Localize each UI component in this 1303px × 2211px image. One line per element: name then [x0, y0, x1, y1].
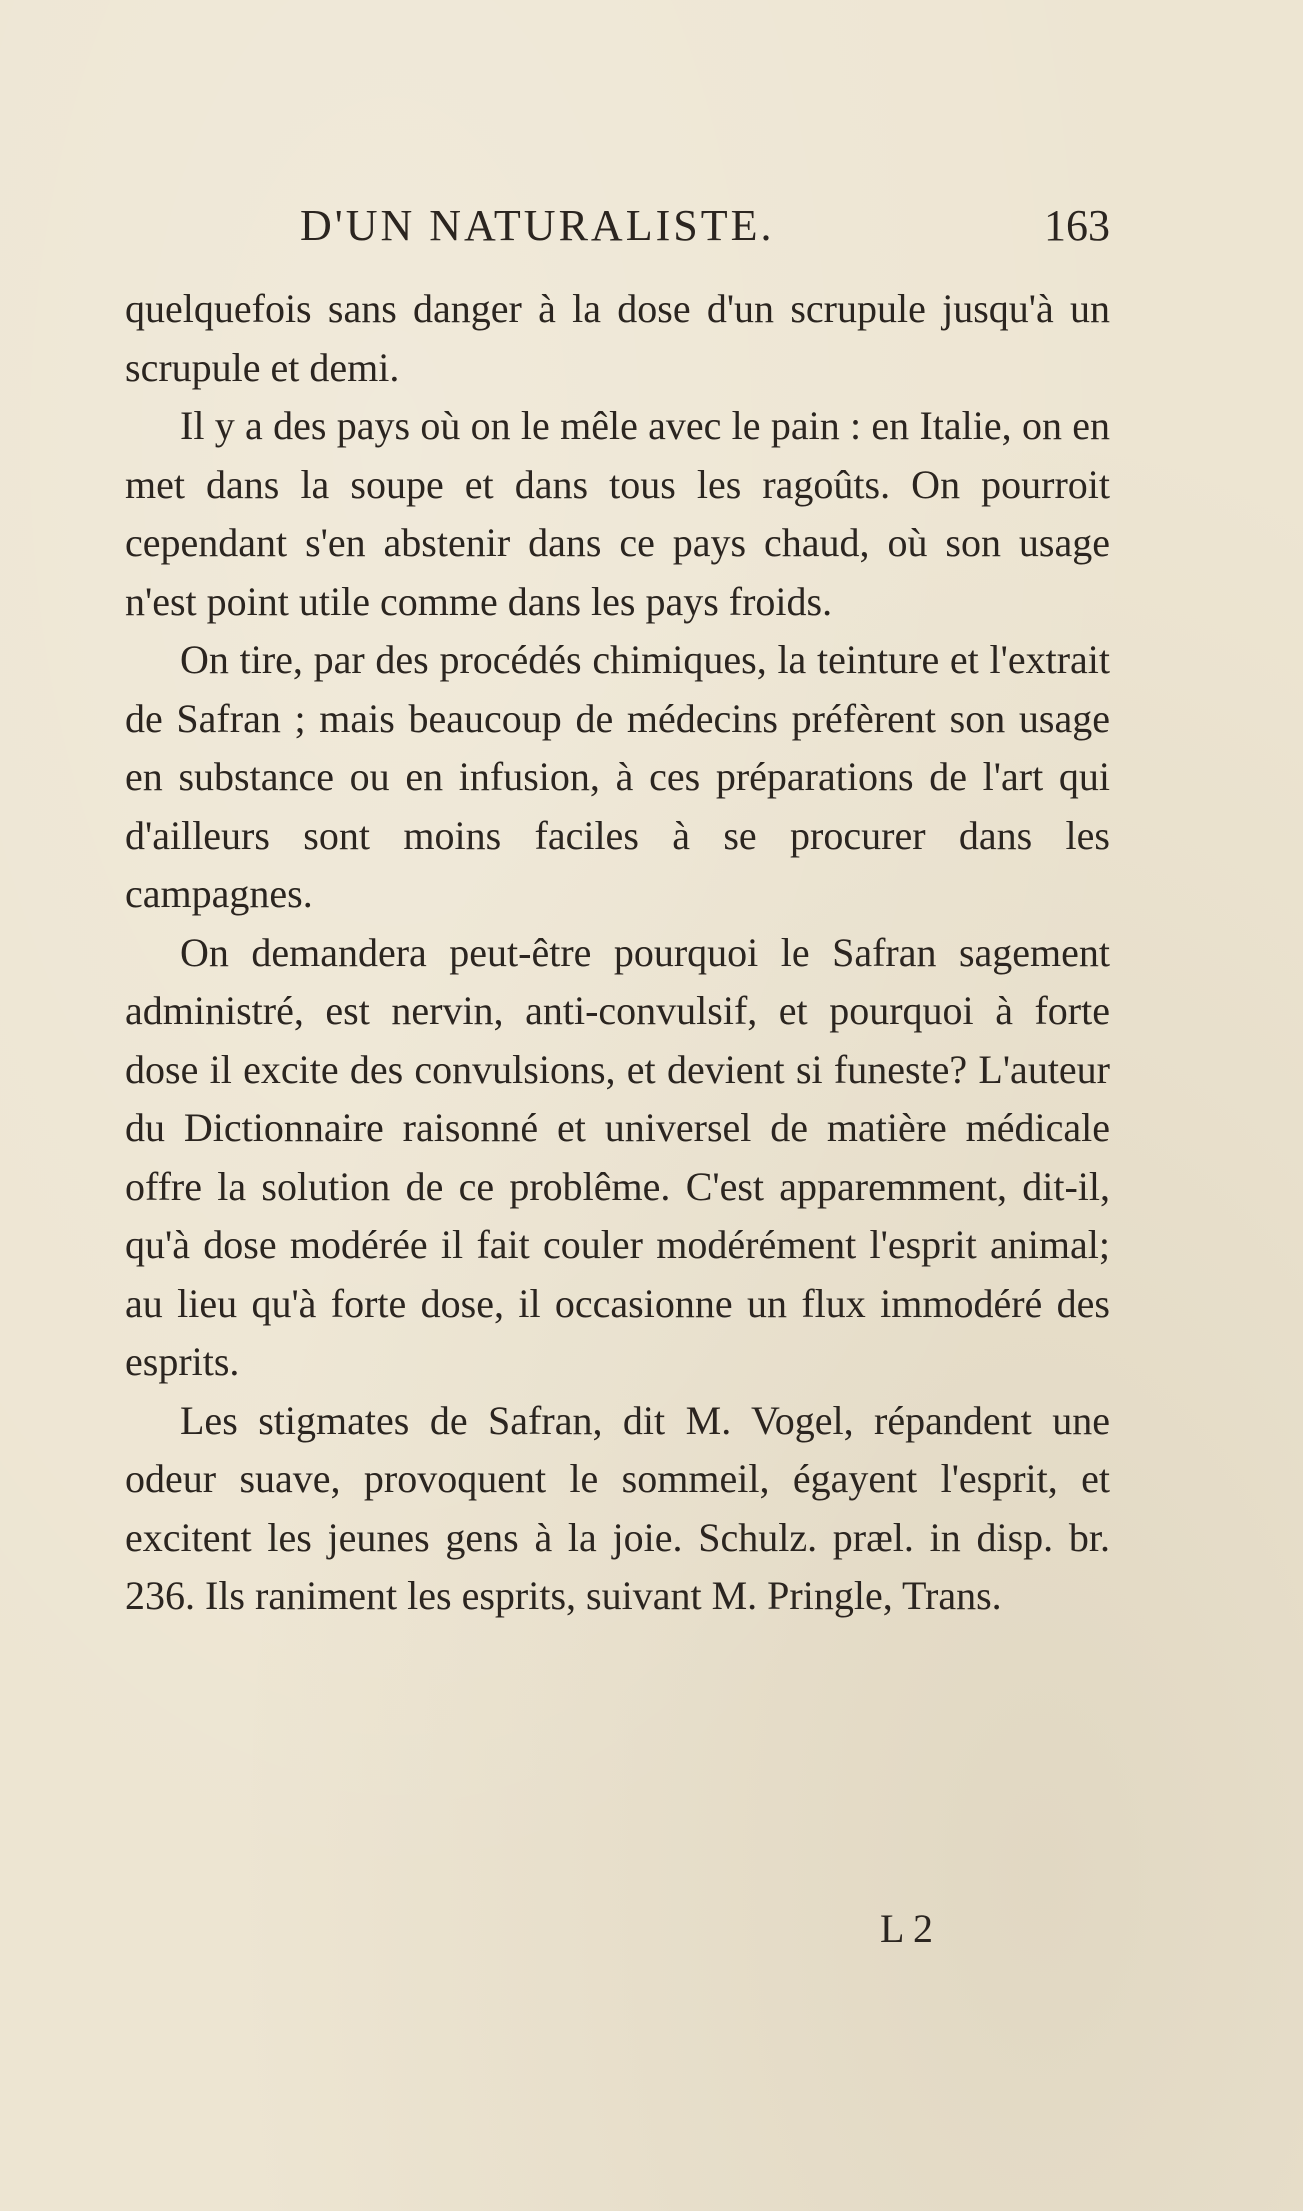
paragraph: Les stigmates de Safran, dit M. Vogel, répandent une odeur suave, provoquent le sommeil, égayent l'esprit, et excitent les jeunes gens à la joie. Schulz. præl. in disp. br. 236. Ils raniment les esprits, suivant M. Pringle, Trans. — [125, 1397, 1110, 1618]
paragraph: On tire, par des procédés chimiques, la teinture et l'extrait de Safran ; mais beaucoup de médecins préfèrent son usage en substance ou en infusion, à ces préparations de l'art qui d'ailleurs sont moins faciles à se procurer dans les campagnes. — [125, 637, 1110, 916]
paragraph: On demandera peut-être pourquoi le Safran sagement administré, est nervin, anti-convulsif, et pourquoi à forte dose il excite des convulsions, et devient si funeste? L'auteur du Dictionnaire raisonné et universel de matière médicale offre la solution de ce problême. C'est apparemment, dit-il, qu'à dose modérée il fait couler modérément l'esprit animal; au lieu qu'à forte dose, il occasionne un flux immodéré des esprits. — [125, 929, 1110, 1384]
page-number: 163 — [1044, 201, 1110, 250]
paragraph: Il y a des pays où on le mêle avec le pain : en Italie, on en met dans la soupe et dans tous les ragoûts. On pourroit cependant s'en abstenir dans ce pays chaud, où son usage n'est point utile comme dans les pays froids. — [125, 403, 1110, 624]
page-header — [125, 200, 1110, 280]
signature-mark: L 2 — [880, 1906, 933, 1951]
text-block — [125, 200, 1110, 1626]
running-head: D'UN NATURALISTE. — [300, 201, 775, 250]
paragraph-continued: quelquefois sans danger à la dose d'un scrupule jusqu'à un scrupule et demi. — [125, 286, 1110, 390]
